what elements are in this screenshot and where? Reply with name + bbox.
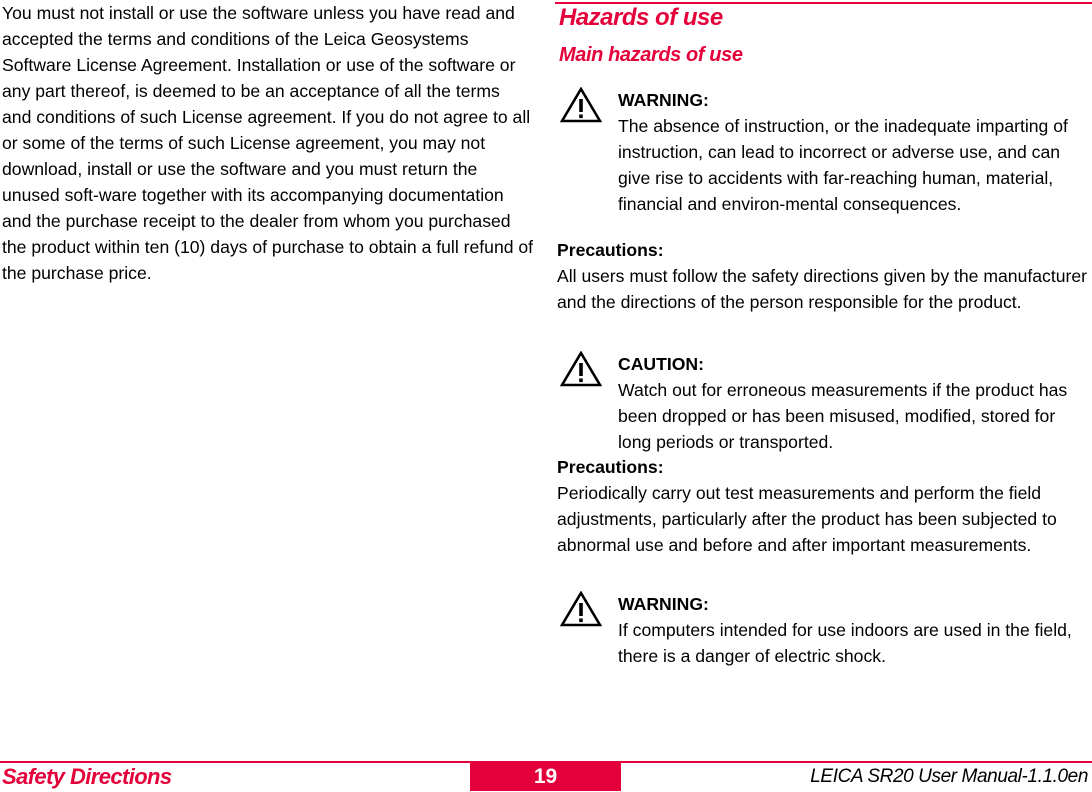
warning-text [618, 87, 1092, 217]
warning-triangle-icon [560, 591, 602, 627]
license-paragraph-text: You must not install or use the software unless you have read and accepted the terms and conditions of the Leica Geosystems Software License Agreement. Installation or use of the software or any part thereof, is deemed to be an acceptance of all the terms and conditions of such License agreement. If you do not agree to all or some of the terms of such License agreement, you may not download, install or use the software and you must return the unused soft-ware together with its accompanying documentation and the purchase receipt to the dealer from whom you purchased the product within ten (10) days of purchase to obtain a full refund of the purchase price. [2, 3, 534, 283]
license-paragraph [2, 0, 534, 286]
warning-label: WARNING: [618, 594, 709, 614]
warning-triangle-icon [560, 351, 602, 387]
page-number: 19 [470, 763, 621, 791]
precautions-body: Periodically carry out test measurements and perform the field adjustments, particularly after the product has been subjected to abnormal use and before and after important measurements. [557, 483, 1057, 555]
precautions-block-users [557, 237, 1092, 315]
footer-section-name: Safety Directions [2, 764, 172, 789]
caution-body: Watch out for erroneous measurements if the product has been dropped or has been misused, modified, stored for long periods or transported. [618, 380, 1068, 452]
footer-manual-title: LEICA SR20 User Manual-1.1.0en [810, 766, 1088, 787]
warning-body: If computers intended for use indoors are used in the field, there is a danger of electric shock. [618, 620, 1072, 666]
warning-text [618, 591, 1092, 669]
precautions-block-test-measurements [557, 454, 1092, 558]
warning-triangle-icon [560, 87, 602, 123]
warning-body: The absence of instruction, or the inadequate imparting of instruction, can lead to incorrect or adverse use, and can give rise to accidents with far-reaching human, material, financial and environ-mental consequences. [618, 116, 1068, 214]
precautions-label: Precautions: [557, 457, 664, 477]
caution-text [618, 351, 1092, 455]
precautions-label: Precautions: [557, 240, 664, 260]
warning-label: WARNING: [618, 90, 709, 110]
subsection-title: Main hazards of use [559, 44, 743, 66]
section-title: Hazards of use [559, 4, 723, 31]
precautions-body: All users must follow the safety directions given by the manufacturer and the directions of the person responsible for the product. [557, 266, 1088, 312]
caution-label: CAUTION: [618, 354, 705, 374]
